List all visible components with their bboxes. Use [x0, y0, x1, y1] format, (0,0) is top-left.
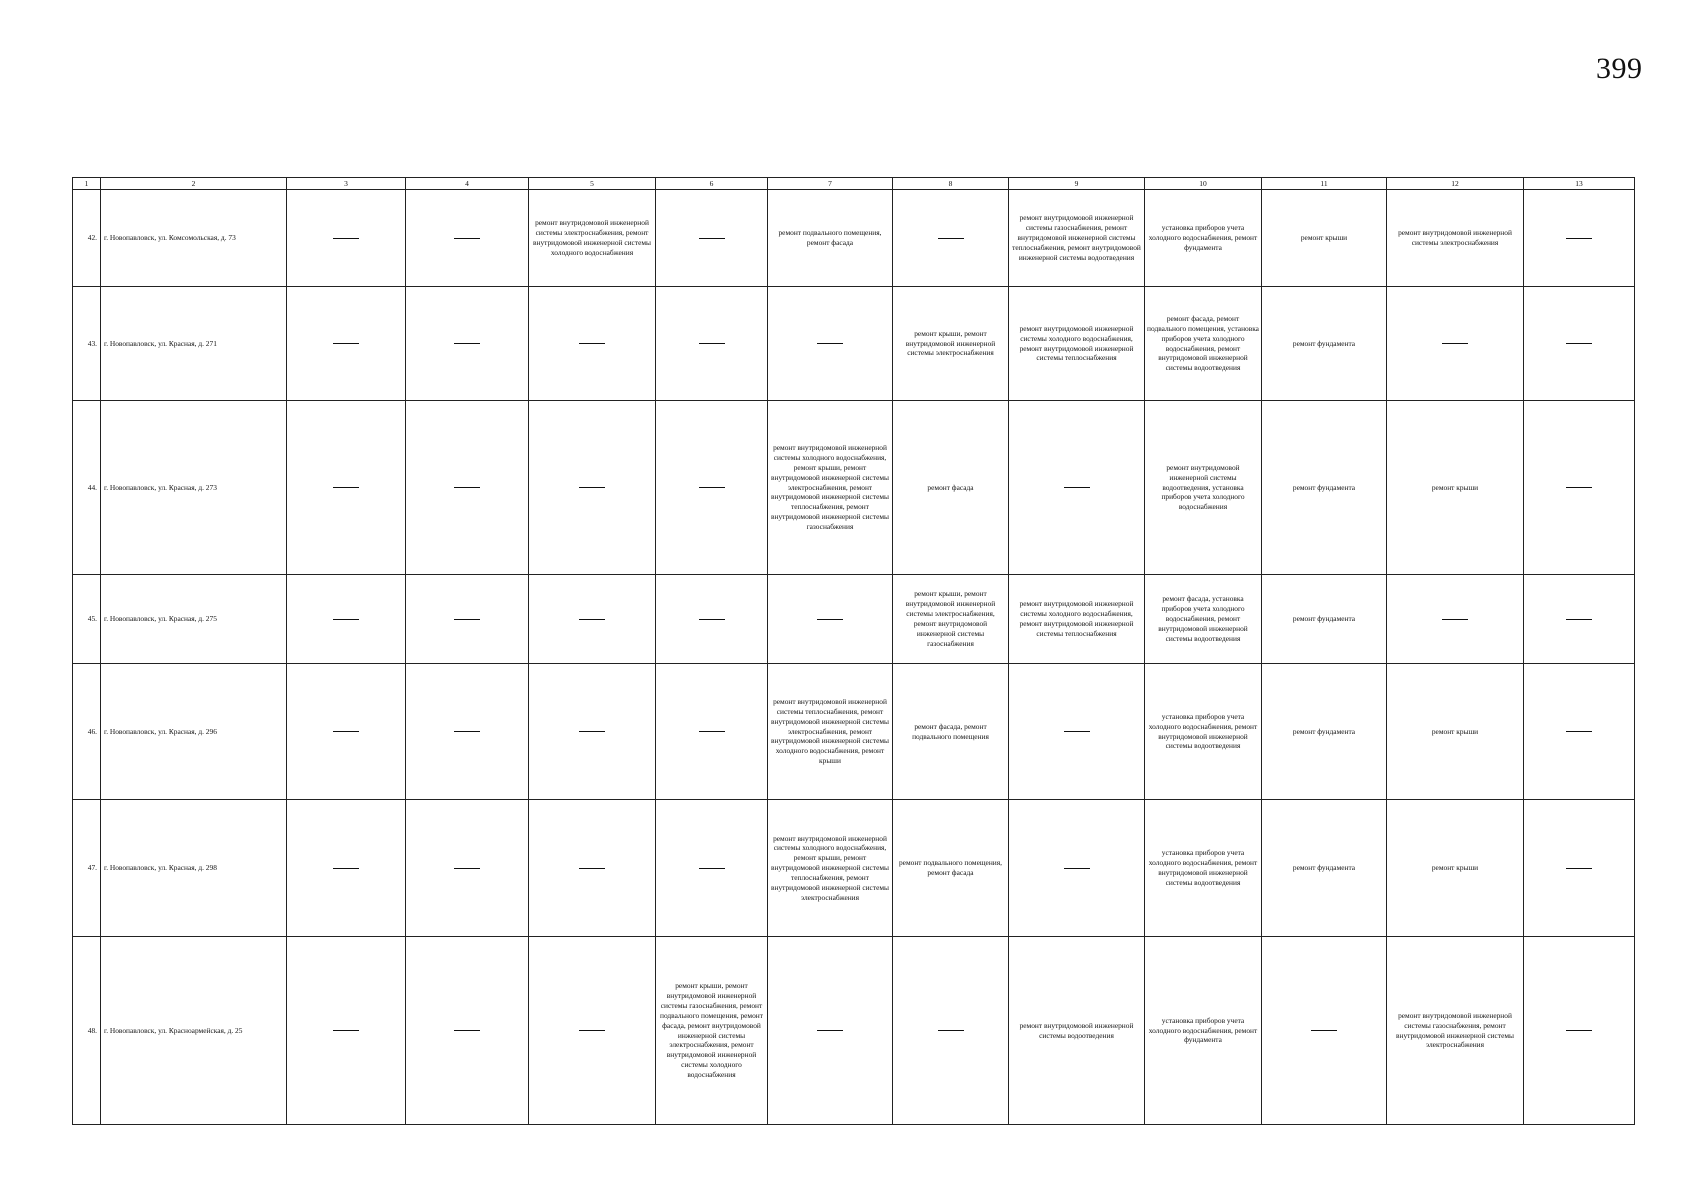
empty-cell: [287, 937, 406, 1125]
work-type-text: установка приборов учета холодного водоснабжения, ремонт фундамента: [1148, 1015, 1258, 1045]
empty-cell: [529, 401, 656, 575]
work-type-text: ремонт фасада, ремонт подвального помещения, установка приборов учета холодного водоснабжения, ремонт внутридомовой инженерной системы водоотведения: [1147, 313, 1259, 373]
empty-cell: [1009, 800, 1145, 937]
row-number: 43.: [73, 287, 101, 401]
column-number-header: 6: [656, 178, 768, 190]
work-type-cell: [1145, 287, 1262, 401]
work-type-text: ремонт крыши: [1300, 233, 1348, 243]
work-type-cell: [1145, 800, 1262, 937]
dash-placeholder: [817, 619, 843, 620]
empty-cell: [656, 287, 768, 401]
empty-cell: [1524, 937, 1635, 1125]
dash-placeholder: [333, 238, 359, 239]
table-row: [73, 664, 1635, 800]
dash-placeholder: [579, 731, 605, 732]
work-type-text: ремонт внутридомовой инженерной системы газоснабжения, ремонт внутридомовой инженерной системы теплоснабжения, ремонт внутридомовой инженерной системы водоотведения: [1012, 213, 1141, 262]
empty-cell: [893, 937, 1009, 1125]
work-type-cell: [1145, 190, 1262, 287]
dash-placeholder: [817, 1030, 843, 1031]
address-cell: г. Новопавловск, ул. Красная, д. 273: [101, 401, 287, 575]
dash-placeholder: [333, 619, 359, 620]
empty-cell: [1387, 575, 1524, 664]
work-type-cell: [1009, 937, 1145, 1125]
work-type-cell: [1009, 190, 1145, 287]
dash-placeholder: [579, 343, 605, 344]
dash-placeholder: [1064, 487, 1090, 488]
dash-placeholder: [1566, 731, 1592, 732]
work-type-cell: [893, 401, 1009, 575]
work-type-text: ремонт подвального помещения, ремонт фасада: [898, 858, 1002, 877]
dash-placeholder: [579, 1030, 605, 1031]
empty-cell: [287, 401, 406, 575]
address-cell: г. Новопавловск, ул. Комсомольская, д. 73: [101, 190, 287, 287]
empty-cell: [1009, 401, 1145, 575]
work-type-cell: [1009, 575, 1145, 664]
column-number-header: 9: [1009, 178, 1145, 190]
dash-placeholder: [1566, 1030, 1592, 1031]
empty-cell: [1387, 287, 1524, 401]
work-type-cell: [1387, 937, 1524, 1125]
work-type-cell: [768, 664, 893, 800]
empty-cell: [287, 190, 406, 287]
work-type-cell: [1387, 401, 1524, 575]
empty-cell: [406, 575, 529, 664]
work-type-text: ремонт внутридомовой инженерной системы теплоснабжения, ремонт внутридомовой инженерной системы электроснабжения, ремонт внутридомовой инженерной системы холодного водоснабжения, ремонт крыши: [771, 697, 889, 766]
empty-cell: [406, 664, 529, 800]
work-type-text: ремонт внутридомовой инженерной системы газоснабжения, ремонт внутридомовой инженерной системы электроснабжения: [1396, 1010, 1514, 1050]
dash-placeholder: [699, 868, 725, 869]
dash-placeholder: [333, 343, 359, 344]
work-type-text: установка приборов учета холодного водоснабжения, ремонт фундамента: [1148, 223, 1258, 252]
work-type-text: ремонт крыши: [1431, 482, 1479, 492]
dash-placeholder: [817, 343, 843, 344]
work-type-text: ремонт подвального помещения, ремонт фасада: [778, 228, 882, 247]
work-type-text: ремонт фундамента: [1292, 614, 1356, 624]
column-number-header: 5: [529, 178, 656, 190]
empty-cell: [287, 800, 406, 937]
work-type-text: ремонт внутридомовой инженерной системы водоотведения: [1019, 1020, 1134, 1040]
empty-cell: [768, 287, 893, 401]
dash-placeholder: [1442, 343, 1468, 344]
empty-cell: [656, 401, 768, 575]
work-type-text: установка приборов учета холодного водоснабжения, ремонт внутридомовой инженерной системы водоотведения: [1148, 711, 1258, 751]
work-type-cell: [1262, 401, 1387, 575]
address-cell: г. Новопавловск, ул. Красная, д. 275: [101, 575, 287, 664]
empty-cell: [529, 937, 656, 1125]
work-type-cell: [1387, 190, 1524, 287]
work-type-text: ремонт крыши: [1431, 726, 1479, 736]
work-type-text: ремонт внутридомовой инженерной системы электроснабжения, ремонт внутридомовой инженерной системы холодного водоснабжения: [533, 218, 651, 257]
work-type-text: ремонт внутридомовой инженерной системы электроснабжения: [1398, 228, 1512, 247]
work-type-cell: [768, 190, 893, 287]
work-type-cell: [1387, 800, 1524, 937]
dash-placeholder: [1566, 868, 1592, 869]
empty-cell: [287, 575, 406, 664]
column-number-header: 7: [768, 178, 893, 190]
dash-placeholder: [454, 868, 480, 869]
work-type-cell: [1262, 800, 1387, 937]
empty-cell: [529, 800, 656, 937]
work-type-cell: [1262, 664, 1387, 800]
table-row: [73, 800, 1635, 937]
work-type-text: ремонт крыши, ремонт внутридомовой инженерной системы электроснабжения: [905, 328, 996, 358]
work-type-text: ремонт фасада, установка приборов учета холодного водоснабжения, ремонт внутридомовой инженерной системы водоотведения: [1158, 594, 1248, 643]
dash-placeholder: [454, 487, 480, 488]
empty-cell: [1524, 401, 1635, 575]
dash-placeholder: [699, 238, 725, 239]
empty-cell: [656, 800, 768, 937]
row-number: 45.: [73, 575, 101, 664]
dash-placeholder: [1566, 343, 1592, 344]
empty-cell: [1262, 937, 1387, 1125]
empty-cell: [287, 664, 406, 800]
row-number: 48.: [73, 937, 101, 1125]
table-row: [73, 287, 1635, 401]
dash-placeholder: [1064, 731, 1090, 732]
work-type-text: ремонт внутридомовой инженерной системы холодного водоснабжения, ремонт внутридомовой инженерной системы теплоснабжения: [1019, 599, 1134, 638]
work-type-cell: [529, 190, 656, 287]
work-type-cell: [1262, 575, 1387, 664]
dash-placeholder: [1566, 238, 1592, 239]
work-type-cell: [1262, 190, 1387, 287]
empty-cell: [768, 575, 893, 664]
work-type-cell: [656, 937, 768, 1125]
column-number-header: 3: [287, 178, 406, 190]
dash-placeholder: [579, 619, 605, 620]
empty-cell: [1524, 800, 1635, 937]
empty-cell: [529, 287, 656, 401]
work-type-cell: [893, 800, 1009, 937]
work-type-cell: [893, 664, 1009, 800]
column-number-header: 2: [101, 178, 287, 190]
row-number: 42.: [73, 190, 101, 287]
dash-placeholder: [699, 619, 725, 620]
work-type-text: ремонт фундамента: [1292, 482, 1356, 492]
work-type-text: ремонт крыши: [1431, 863, 1479, 873]
work-type-cell: [1262, 287, 1387, 401]
empty-cell: [893, 190, 1009, 287]
work-type-text: ремонт крыши, ремонт внутридомовой инженерной системы электроснабжения, ремонт внутридомовой инженерной системы газоснабжения: [905, 589, 996, 648]
empty-cell: [287, 287, 406, 401]
work-type-text: установка приборов учета холодного водоснабжения, ремонт внутридомовой инженерной системы водоотведения: [1148, 848, 1258, 887]
column-number-header: 1: [73, 178, 101, 190]
dash-placeholder: [454, 343, 480, 344]
dash-placeholder: [1566, 487, 1592, 488]
empty-cell: [406, 800, 529, 937]
dash-placeholder: [333, 731, 359, 732]
column-number-header: 4: [406, 178, 529, 190]
dash-placeholder: [333, 868, 359, 869]
table-row: [73, 937, 1635, 1125]
column-number-header: 11: [1262, 178, 1387, 190]
dash-placeholder: [699, 731, 725, 732]
work-type-text: ремонт внутридомовой инженерной системы холодного водоснабжения, ремонт крыши, ремонт внутридомовой инженерной системы электроснабжения, ремонт внутридомовой инженерной системы теплоснабжения, ремонт внутридомовой инженерной системы газоснабжения: [771, 443, 889, 531]
empty-cell: [406, 190, 529, 287]
work-type-text: ремонт внутридомовой инженерной системы холодного водоснабжения, ремонт внутридомовой инженерной системы теплоснабжения: [1019, 323, 1134, 363]
column-number-header: 12: [1387, 178, 1524, 190]
empty-cell: [406, 401, 529, 575]
table-row: [73, 401, 1635, 575]
empty-cell: [529, 664, 656, 800]
page-number: 399: [1596, 52, 1643, 85]
work-type-text: ремонт фасада: [927, 482, 974, 492]
repair-schedule-table: [72, 177, 1635, 1125]
address-cell: г. Новопавловск, ул. Красная, д. 296: [101, 664, 287, 800]
work-type-text: ремонт фундамента: [1292, 863, 1356, 873]
dash-placeholder: [333, 1030, 359, 1031]
column-number-header: 8: [893, 178, 1009, 190]
dash-placeholder: [454, 731, 480, 732]
empty-cell: [656, 575, 768, 664]
dash-placeholder: [938, 238, 964, 239]
address-cell: г. Новопавловск, ул. Красная, д. 271: [101, 287, 287, 401]
dash-placeholder: [1311, 1030, 1337, 1031]
work-type-text: ремонт внутридомовой инженерной системы водоотведения, установка приборов учета холодного водоснабжения: [1161, 462, 1245, 512]
empty-cell: [656, 190, 768, 287]
dash-placeholder: [1566, 619, 1592, 620]
dash-placeholder: [699, 487, 725, 488]
work-type-text: ремонт крыши, ремонт внутридомовой инженерной системы газоснабжения, ремонт подвального помещения, ремонт фасада, ремонт внутридомовой инженерной системы электроснабжения, ремонт внутридомовой инженерной системы холодного водоснабжения: [659, 981, 763, 1079]
work-type-cell: [893, 287, 1009, 401]
work-type-cell: [1387, 664, 1524, 800]
dash-placeholder: [454, 619, 480, 620]
empty-cell: [1524, 575, 1635, 664]
empty-cell: [1524, 190, 1635, 287]
dash-placeholder: [699, 343, 725, 344]
column-number-header: 13: [1524, 178, 1635, 190]
empty-cell: [656, 664, 768, 800]
dash-placeholder: [938, 1030, 964, 1031]
work-type-cell: [768, 800, 893, 937]
work-type-cell: [768, 401, 893, 575]
empty-cell: [406, 287, 529, 401]
dash-placeholder: [333, 487, 359, 488]
table-body: [73, 190, 1635, 1125]
work-type-text: ремонт внутридомовой инженерной системы холодного водоснабжения, ремонт крыши, ремонт внутридомовой инженерной системы теплоснабжения, ремонт внутридомовой инженерной системы электроснабжения: [771, 833, 889, 902]
work-type-cell: [1145, 575, 1262, 664]
empty-cell: [1009, 664, 1145, 800]
empty-cell: [406, 937, 529, 1125]
empty-cell: [768, 937, 893, 1125]
address-cell: г. Новопавловск, ул. Красноармейская, д. 25: [101, 937, 287, 1125]
work-type-text: ремонт фундамента: [1292, 338, 1356, 348]
work-type-text: ремонт фундамента: [1292, 726, 1356, 736]
work-type-cell: [1009, 287, 1145, 401]
row-number: 46.: [73, 664, 101, 800]
work-type-cell: [1145, 664, 1262, 800]
dash-placeholder: [454, 1030, 480, 1031]
dash-placeholder: [579, 487, 605, 488]
row-number: 44.: [73, 401, 101, 575]
address-cell: г. Новопавловск, ул. Красная, д. 298: [101, 800, 287, 937]
empty-cell: [1524, 287, 1635, 401]
dash-placeholder: [1064, 868, 1090, 869]
dash-placeholder: [1442, 619, 1468, 620]
work-type-text: ремонт фасада, ремонт подвального помещения: [912, 721, 989, 741]
dash-placeholder: [454, 238, 480, 239]
column-number-header-row: [73, 178, 1635, 190]
work-type-cell: [1145, 401, 1262, 575]
column-number-header: 10: [1145, 178, 1262, 190]
dash-placeholder: [579, 868, 605, 869]
empty-cell: [529, 575, 656, 664]
work-type-cell: [893, 575, 1009, 664]
table-row: [73, 575, 1635, 664]
empty-cell: [1524, 664, 1635, 800]
work-type-cell: [1145, 937, 1262, 1125]
row-number: 47.: [73, 800, 101, 937]
table-row: [73, 190, 1635, 287]
